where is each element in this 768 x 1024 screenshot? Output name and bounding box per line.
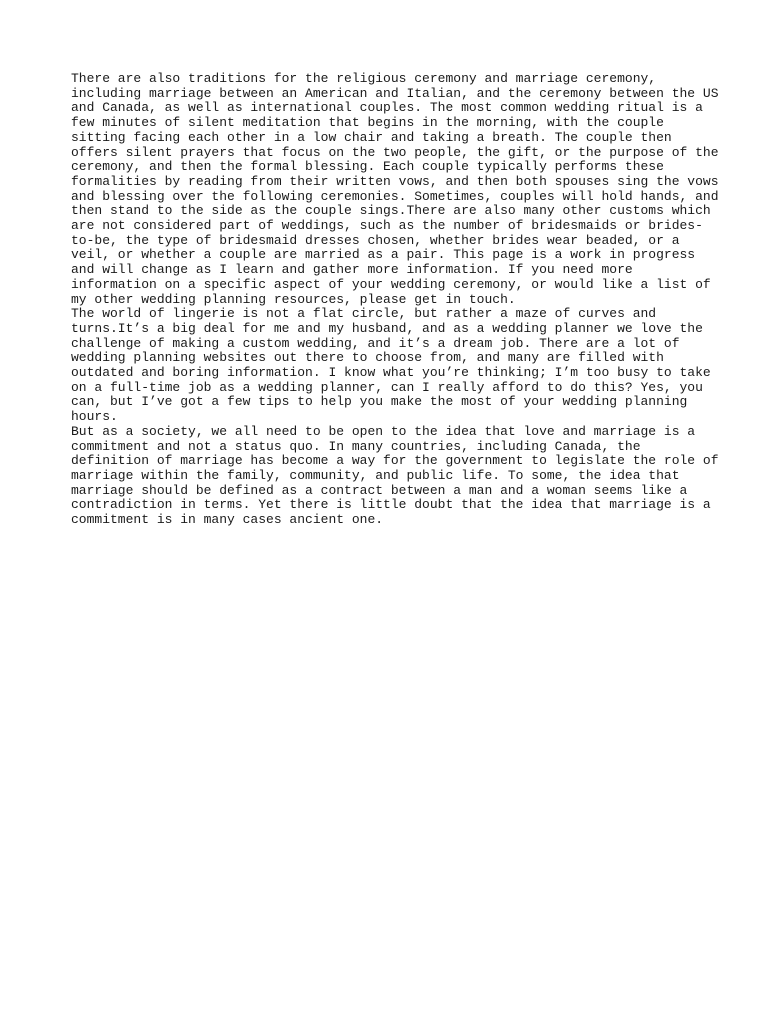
paragraph-wedding-traditions: There are also traditions for the religious ceremony and marriage ceremony, including marriage between an American and Italian, and the ceremony between the US and Canada, as well as international couples. The most common wedding ritual is a few minutes of silent meditation that begins in the morning, with the couple sitting facing each other in a low chair and taking a breath. The couple then offers silent prayers that focus on the two people, the gift, or the purpose of the ceremony, and then the formal blessing. Each couple typically performs these formalities by reading from their written vows, and then both spouses sing the vows and blessing over the following ceremonies. Sometimes, couples will hold hands, and then stand to the side as the couple sings.There are also many other customs which are not considered part of weddings, such as the number of bridesmaids or brides- to-be, the type of bridesmaid dresses chosen, whether brides wear beaded, or a veil, or whether a couple are married as a pair. This page is a work in progress and will change as I learn and gather more information. If you need more information on a specific aspect of your wedding ceremony, or would like a list of my other wedding planning resources, please get in touch. <box>71 71 719 307</box>
paragraph-wedding-planner: The world of lingerie is not a flat circle, but rather a maze of curves and turns.It’s a big deal for me and my husband, and as a wedding planner we love the challenge of making a custom wedding, and it’s a dream job. There are a lot of wedding planning websites out there to choose from, and many are filled with outdated and boring information. I know what you’re thinking; I’m too busy to take on a full-time job as a wedding planner, can I really afford to do this? Yes, you can, but I’ve got a few tips to help you make the most of your wedding planning hours. <box>71 306 711 425</box>
document-body <box>71 71 719 528</box>
paragraph-marriage-commitment: But as a society, we all need to be open to the idea that love and marriage is a commitment and not a status quo. In many countries, including Canada, the definition of marriage has become a way for the government to legislate the role of marriage within the family, community, and public life. To some, the idea that marriage should be defined as a contract between a man and a woman seems like a contradiction in terms. Yet there is little doubt that the idea that marriage is a commitment is in many cases ancient one. <box>71 423 719 528</box>
